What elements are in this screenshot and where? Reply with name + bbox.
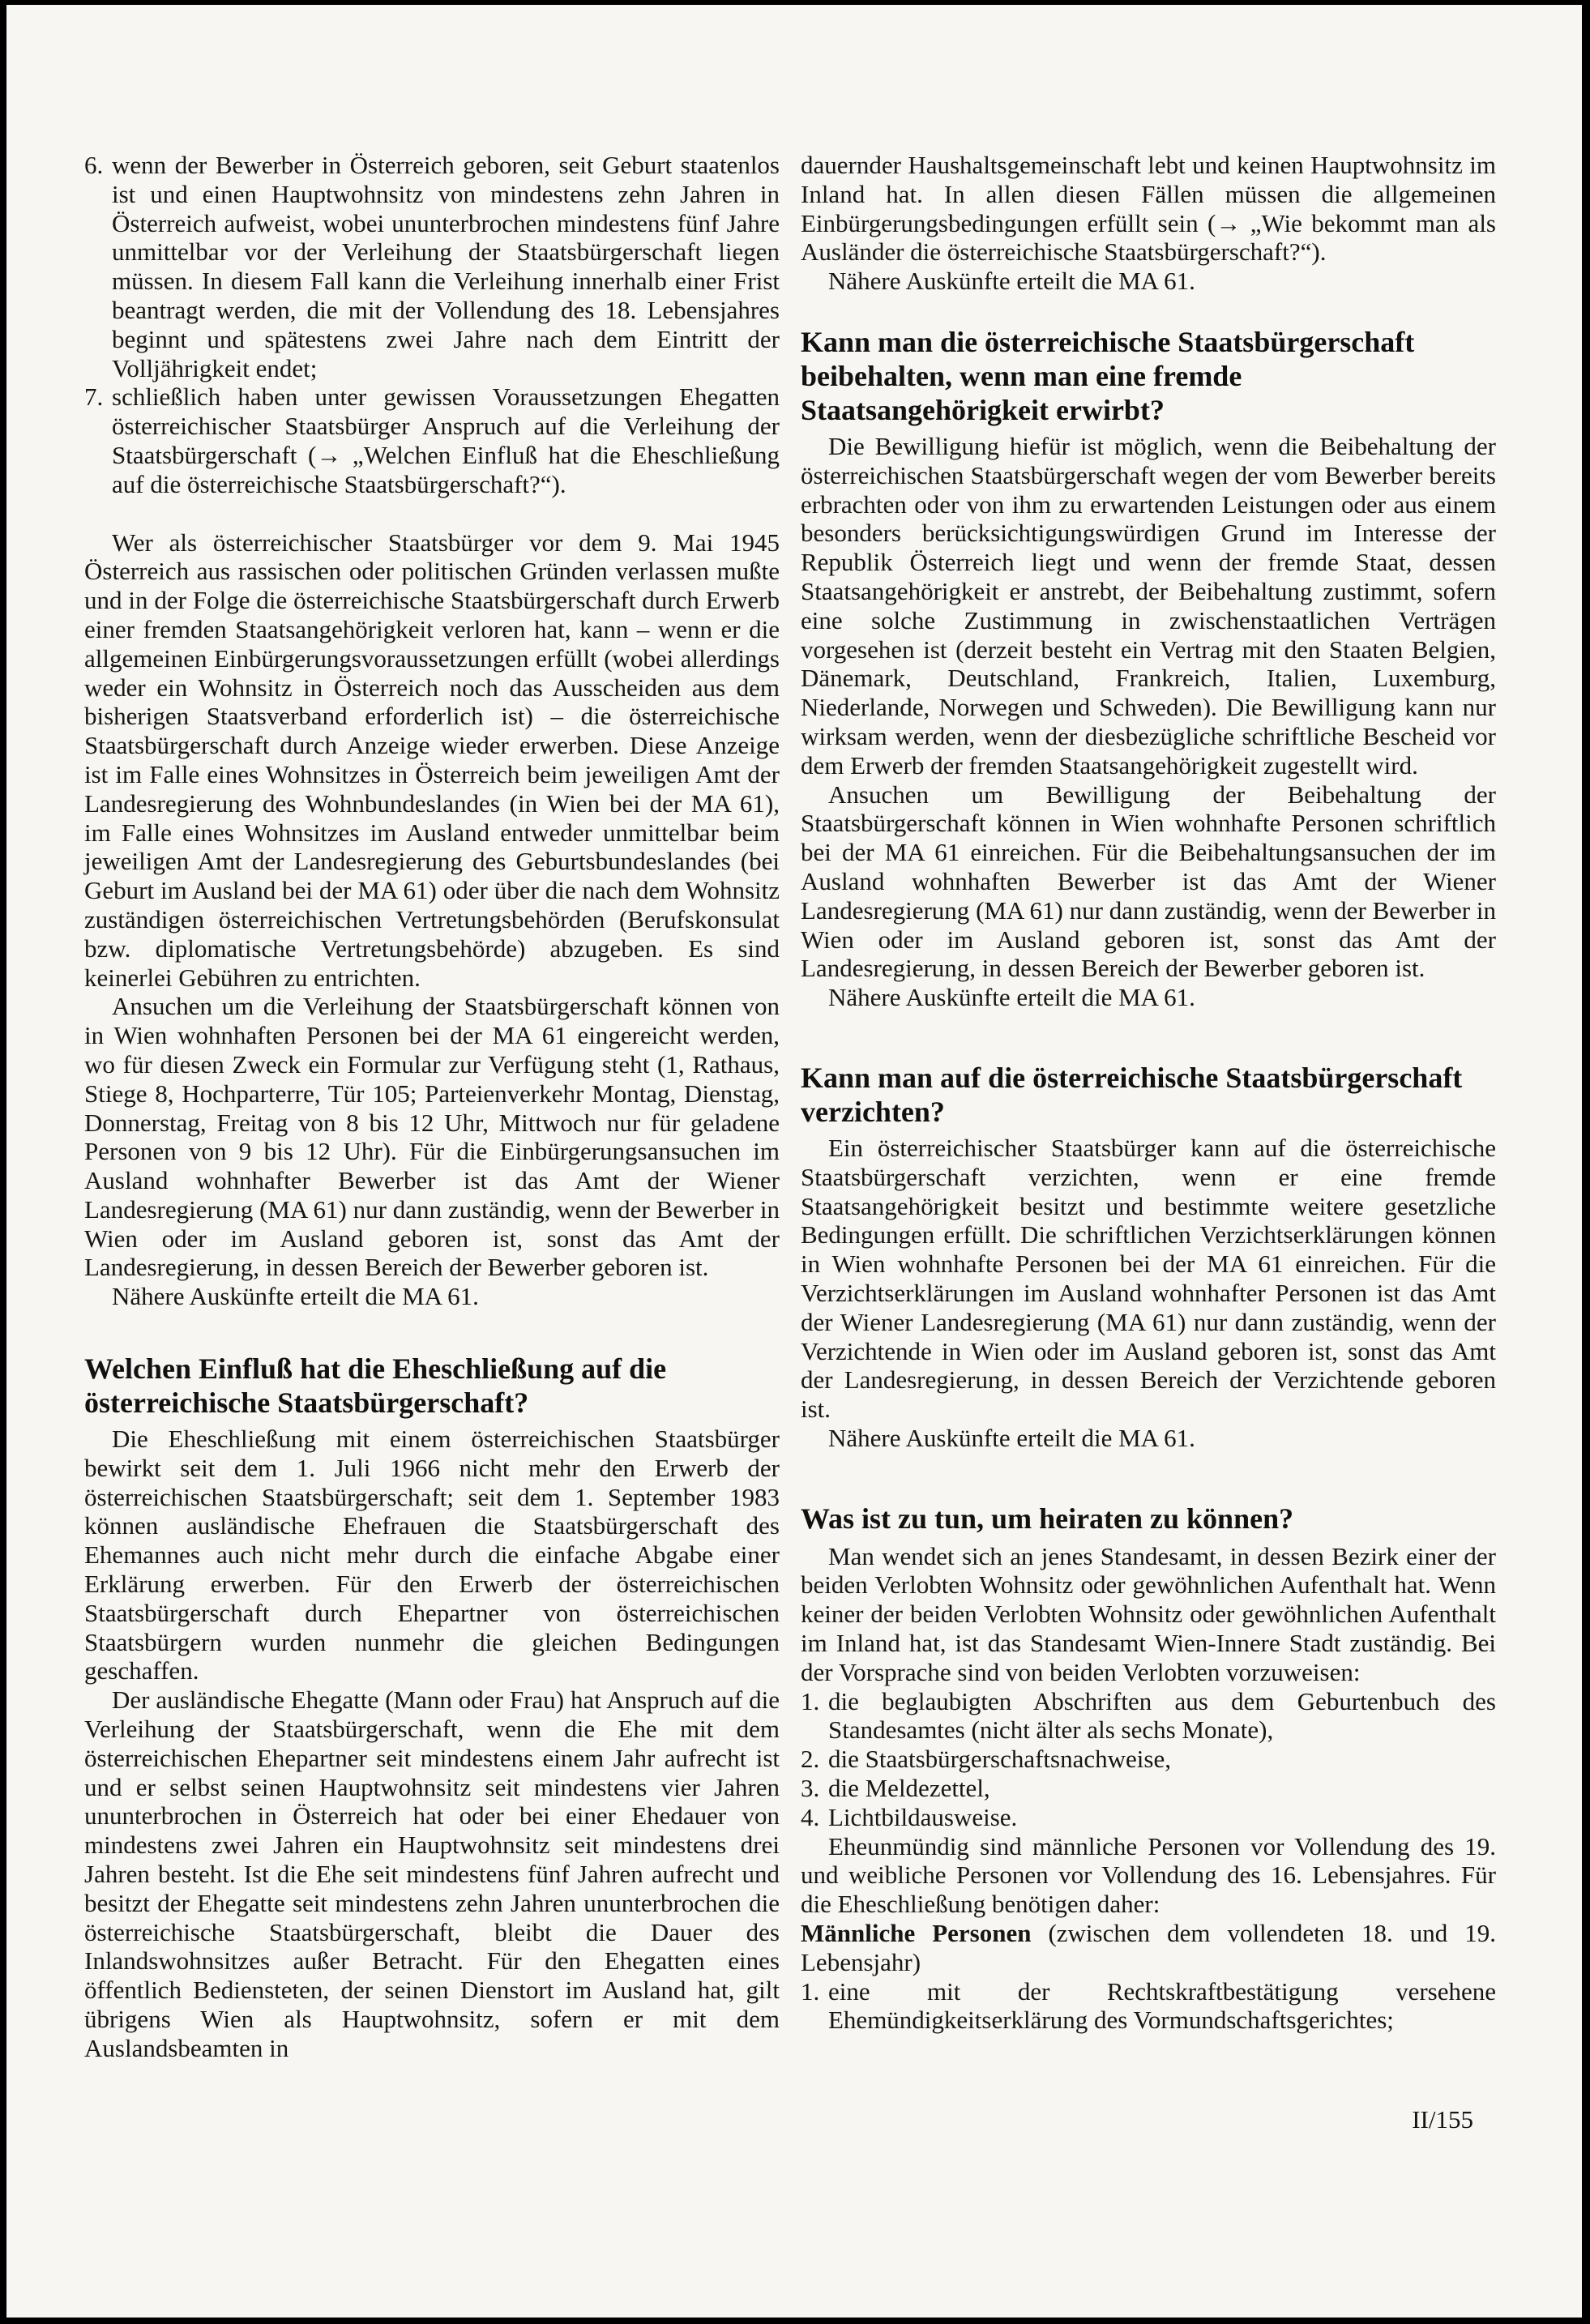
paragraph: Eheunmündig sind männliche Personen vor Vollendung des 19. und weibliche Personen vor Vollendung des 16. Lebensjahres. Für die Eheschließung benötigen daher: — [801, 1831, 1496, 1919]
paragraph: Wer als österreichischer Staatsbürger vor dem 9. Mai 1945 Österreich aus rassischen oder politischen Gründen verlassen mußte und in der Folge die österreichische Staatsbürgerschaft durch Erwerb einer fremden Staatsangehörigkeit verloren hat, kann – wenn er die allgemeinen Einbürgerungsvoraussetzungen erfüllt (wobei allerdings weder ein Wohnsitz in Österreich noch das Ausscheiden aus dem bisherigen Staatsverband erforderlich ist) – die österreichische Staatsbürgerschaft durch Anzeige wieder erwerben. Diese Anzeige ist im Falle eines Wohnsitzes in Österreich beim jeweiligen Amt der Landesregierung des Wohnbundeslandes (in Wien bei der MA 61), im Falle eines Wohnsitzes im Ausland entweder unmittelbar beim jeweiligen Amt der Landesregierung des Geburtsbundeslandes (bei Geburt im Ausland bei der MA 61) oder über die nach dem Wohnsitz zuständigen österreichischen Vertretungsbehörden (Berufskonsulat bzw. diplomatische Vertretungsbehörde) abzugeben. Es sind keinerlei Gebühren zu entrichten. — [84, 528, 780, 992]
document-page — [6, 5, 1582, 2318]
documents-list — [801, 1687, 1496, 1832]
page-number: II/155 — [1412, 2105, 1473, 2134]
list-item: 3. die Meldezettel, — [801, 1774, 990, 1803]
right-column — [801, 151, 1496, 2035]
paragraph: Die Bewilligung hiefür ist möglich, wenn die Beibehaltung der österreichischen Staatsbürgerschaft wegen der vom Bewerber bereits erbrachten oder von ihm zu erwartenden Leistungen oder aus einem besonders berücksichtigungswürdigen Grund im Interesse der Republik Österreich liegt und wenn der fremde Staat, dessen Staatsangehörigkeit er anstrebt, der Beibehaltung zustimmt, sofern eine solche Zustimmung in zwischenstaatlichen Verträgen vorgesehen ist (derzeit besteht ein Vertrag mit den Staaten Belgien, Dänemark, Deutschland, Frankreich, Italien, Luxemburg, Niederlande, Norwegen und Schweden). Die Bewilligung kann nur wirksam werden, wenn der diesbezügliche schriftliche Bescheid vor dem Erwerb der fremden Staatsangehörigkeit zugestellt wird. — [801, 431, 1496, 780]
paragraph: Ein österreichischer Staatsbürger kann auf die österreichische Staatsbürgerschaft verzichten, wenn er eine fremde Staatsangehörigkeit besitzt und bestimmte weitere gesetzliche Bedingungen erfüllt. Die schriftlichen Verzichtserklärungen können in Wien wohnhafte Personen bei der MA 61 einreichen. Für die Verzichtserklärungen im Ausland wohnhafter Personen ist das Amt der Wiener Landesregierung (MA 61) nur dann zuständig, wenn der Verzichtende in Wien oder im Ausland geboren ist, sonst das Amt der Landesregierung, in dessen Bereich der Verzichtende geboren ist. — [801, 1133, 1496, 1424]
paragraph: Nähere Auskünfte erteilt die MA 61. — [828, 983, 1195, 1012]
paragraph: Der ausländische Ehegatte (Mann oder Frau) hat Anspruch auf die Verleihung der Staatsbürgerschaft, wenn die Ehe mit dem österreichischen Ehepartner seit mindestens einem Jahr aufrecht ist und er selbst seinen Hauptwohnsitz seit mindestens vier Jahren ununterbrochen in Österreich hat oder bei einer Ehedauer von mindestens zwei Jahren ein Hauptwohnsitz seit mindestens drei Jahren besteht. Ist die Ehe seit mindestens fünf Jahren aufrecht und besitzt der Ehegatte seit mindestens zehn Jahren ununterbrochen die österreichische Staatsbürgerschaft, bleibt die Dauer des Inlandswohnsitzes außer Betracht. Für den Ehegatten eines öffentlich Bediensteten, der seinen Dienstort im Ausland hat, gilt übrigens Wien als Hauptwohnsitz, sofern er mit dem Auslandsbeamten in — [84, 1685, 780, 2062]
paragraph: Männliche Personen (zwischen dem vollendeten 18. und 19. Lebensjahr) — [801, 1919, 1496, 1976]
list-item: 1. eine mit der Rechtskraftbestätigung versehene Ehemündigkeitserklärung des Vormundschaftsgerichtes; — [801, 1976, 1496, 2035]
paragraph: Man wendet sich an jenes Standesamt, in dessen Bezirk einer der beiden Verlobten Wohnsitz oder gewöhnlichen Aufenthalt hat. Wenn keiner der beiden Verlobten Wohnsitz oder gewöhnlichen Aufenthalt im Inland hat, ist das Standesamt Wien-Innere Stadt zuständig. Bei der Vorsprache sind von beiden Verlobten vorzuweisen: — [801, 1541, 1496, 1686]
requirements-list — [801, 1977, 1496, 2036]
paragraph: Ansuchen um die Verleihung der Staatsbürgerschaft können von in Wien wohnhaften Personen bei der MA 61 eingereicht werden, wo für diesen Zweck ein Formular zur Verfügung steht (1, Rathaus, Stiege 8, Hochparterre, Tür 105; Parteienverkehr Montag, Dienstag, Donnerstag, Freitag von 8 bis 12 Uhr, Mittwoch nur für geladene Personen von 9 bis 12 Uhr). Für die Einbürgerungsansuchen im Ausland wohnhafter Bewerber ist das Amt der Wiener Landesregierung (MA 61) nur dann zuständig, wenn der Bewerber in Wien oder im Ausland geboren ist, sonst das Amt der Landesregierung, in dessen Bereich der Bewerber geboren ist. — [84, 992, 780, 1282]
paragraph: Die Eheschließung mit einem österreichischen Staatsbürger bewirkt seit dem 1. Juli 1966 nicht mehr den Erwerb der österreichischen Staatsbürgerschaft; seit dem 1. September 1983 können ausländische Ehefrauen die Staatsbürgerschaft des Ehemannes auch nicht mehr durch die einfache Abgabe einer Erklärung erwerben. Für den Erwerb der österreichischen Staatsbürgerschaft durch Ehepartner von österreichischen Staatsbürgern wurden nunmehr die gleichen Bedingungen geschaffen. — [84, 1425, 780, 1685]
paragraph: Ansuchen um Bewilligung der Beibehaltung der Staatsbürgerschaft können in Wien wohnhafte Personen schriftlich bei der MA 61 einreichen. Für die Beibehaltungsansuchen der im Ausland wohnhaften Bewerber ist das Amt der Wiener Landesregierung (MA 61) nur dann zuständig, wenn der Bewerber in Wien oder im Ausland geboren ist, sonst das Amt der Landesregierung, in dessen Bereich der Bewerber geboren ist. — [801, 780, 1496, 983]
section-heading-heiraten: Was ist zu tun, um heiraten zu können? — [801, 1502, 1294, 1535]
paragraph: Nähere Auskünfte erteilt die MA 61. — [828, 1423, 1195, 1452]
left-column — [84, 151, 780, 2063]
emphasis: Männliche Personen — [801, 1919, 1032, 1948]
eligibility-list — [84, 151, 780, 499]
paragraph: dauernder Haushaltsgemeinschaft lebt und keinen Hauptwohnsitz im Inland hat. In allen diesen Fällen müssen die allgemeinen Einbürgerungsbedingungen erfüllt sein (→ „Wie bekommt man als Ausländer die österreichische Staatsbürgerschaft?“). — [801, 151, 1496, 267]
section-heading-eheschliessung: Welchen Einfluß hat die Eheschließung auf die österreichische Staatsbürgerschaft? — [84, 1352, 667, 1420]
paragraph: Nähere Auskünfte erteilt die MA 61. — [828, 267, 1195, 296]
list-item: 4. Lichtbildausweise. — [801, 1802, 1018, 1831]
list-item: 1. die beglaubigten Abschriften aus dem Geburtenbuch des Standesamtes (nicht älter als sechs Monate), — [801, 1686, 1496, 1745]
list-item: 6. wenn der Bewerber in Österreich geboren, seit Geburt staatenlos ist und einen Hauptwohnsitz von mindestens zehn Jahren in Österreich aufweist, wobei ununterbrochen mindestens fünf Jahre unmittelbar vor der Verleihung der Staatsbürgerschaft liegen müssen. In diesem Fall kann die Verleihung innerhalb einer Frist beantragt werden, die mit der Vollendung des 18. Lebensjahres beginnt und spätestens zwei Jahre nach dem Eintritt der Volljährigkeit endet; — [84, 151, 780, 382]
paragraph: Nähere Auskünfte erteilt die MA 61. — [112, 1282, 479, 1311]
section-heading-verzichten: Kann man auf die österreichische Staatsbürgerschaft verzichten? — [801, 1061, 1463, 1128]
section-heading-beibehalten: Kann man die österreichische Staatsbürgerschaft beibehalten, wenn man eine fremde Staatsangehörigkeit erwirbt? — [801, 325, 1415, 426]
list-item: 2. die Staatsbürgerschaftsnachweise, — [801, 1745, 1171, 1774]
list-item: 7. schließlich haben unter gewissen Voraussetzungen Ehegatten österreichischer Staatsbürger Anspruch auf die Verleihung der Staatsbürgerschaft (→ „Welchen Einfluß hat die Eheschließung auf die österreichische Staatsbürgerschaft?“). — [84, 382, 780, 498]
